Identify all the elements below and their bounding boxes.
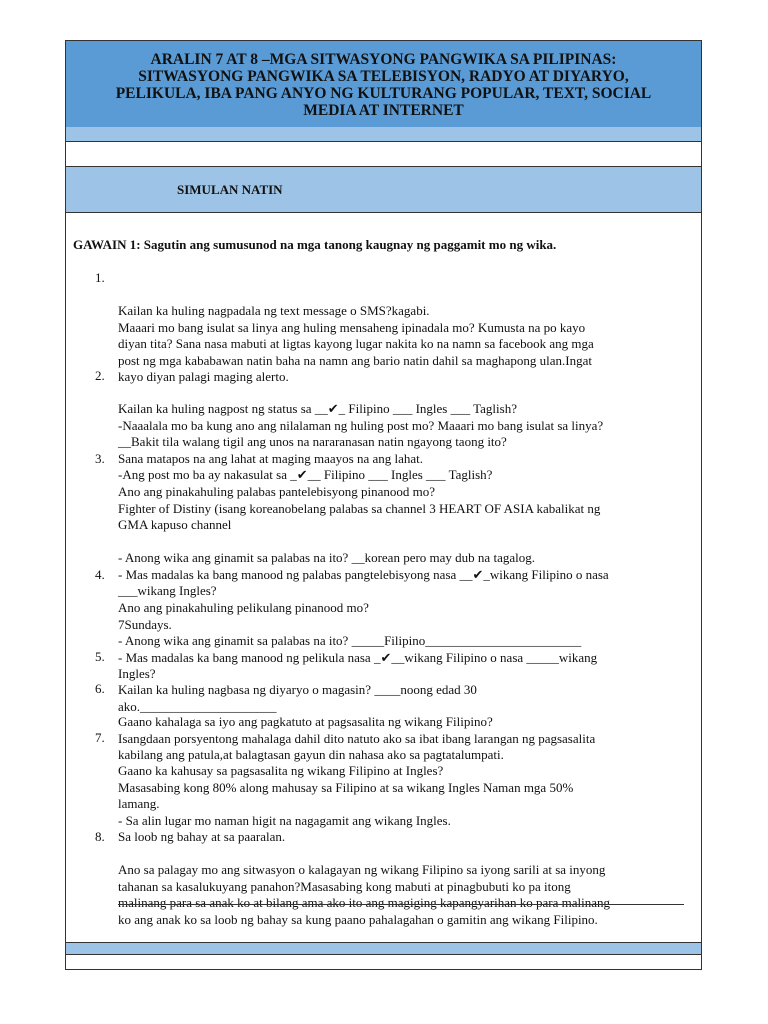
answer-line [118,904,684,905]
question-text: Kailan ka huling nagpost ng status sa __✔_ Filipino ___ Ingles ___ Taglish? -Naaalala mo ba kung ano ang nilalaman ng huling post mo? Maaari mo bang isulat sa linya? __Bakit tila walang tigil ang unos na nararanasan natin ngayong taong ito? Sana matapos na ang lahat at maging maayos na ang lahat. -Ang post mo ba ay nakasulat sa _✔__ Filipino ___ Ingles ___ Taglish? [118,401,604,482]
question-number: 5. [95,649,105,664]
question-number: 3. [95,451,105,466]
question-text: Gaano ka kahusay sa pagsasalita ng wikang Filipino at Ingles? Masasabing kong 80% along mahusay sa Filipino at sa wikang Ingles Naman mga 50% lamang. - Sa alin lugar mo naman higit na nagagamit ang wikang Ingles. Sa loob ng bahay at sa paaralan. [118,763,574,844]
question-number: 7. [95,730,105,745]
lesson-title: ARALIN 7 AT 8 –MGA SITWASYONG PANGWIKA SA PILIPINAS: SITWASYONG PANGWIKA SA TELEBISYON, RADYO AT DIYARYO, PELIKULA, IBA PANG ANYO NG KULTURANG POPULAR, TEXT, SOCIAL MEDIA AT INTERNET [115,51,652,119]
question-text: Kailan ka huling nagpadala ng text message o SMS?kagabi. Maaari mo bang isulat sa linya ang huling mensaheng ipinadala mo? Kumusta na po kayo diyan tita? Sana nasa mabuti at ligtas kayong lugar nakita ko na namn sa facebook ang mga post ng mga kababawan natin baha na namn ang bario natin dahil sa maghapong ulan.Ingat kayo diyan palagi maging alerto. [118,303,594,384]
question-number: 2. [95,368,105,383]
question-text: Ano ang pinakahuling pelikulang pinanood mo? 7Sundays. - Anong wika ang ginamit sa palabas na ito? _____Filipino________________________ - Mas madalas ka bang manood ng pelikula nasa _✔__wikang Filipino o nasa _____wikang Ingles? [118,600,598,681]
question-8 [95,829,688,928]
footer-band [66,942,701,955]
question-number: 4. [95,567,105,582]
question-text: Ano sa palagay mo ang sitwasyon o kalagayan ng wikang Filipino sa iyong sarili at sa inyong tahanan sa kasalukuyang panahon?Masasabing kong mabuti at pinagbubuti ko pa itong malinang para sa anak ko at bilang ama ako ito ang magiging kapangyarihan ko para malinang ko ang anak ko sa loob ng bahay sa kung paano pahalagahan o gamitin ang wikang Filipino. [118,862,611,927]
activity-instruction: GAWAIN 1: Sagutin ang sumusunod na mga tanong kaugnay ng paggamit mo ng wika. [73,237,557,252]
question-number: 6. [95,681,105,696]
question-text: Gaano kahalaga sa iyo ang pagkatuto at pagsasalita ng wikang Filipino? Isangdaan porsyentong mahalaga dahil dito natuto ako sa ibat ibang larangan ng pagsasalita kabilang ang patula,at balagtasan gayun din nahasa ako sa pagtatalumpati. [118,714,596,762]
title-band [66,41,701,128]
header-divider-band [66,127,701,142]
section-title: SIMULAN NATIN [177,182,283,197]
question-text: Ano ang pinakahuling palabas pantelebisyong pinanood mo? Fighter of Distiny (isang koreanobelang palabas sa channel 3 HEART OF ASIA kabalikat ng GMA kapuso channel - Anong wika ang ginamit sa palabas na ito? __korean pero may dub na tagalog. - Mas madalas ka bang manood ng palabas pangtelebisyong nasa __✔_wikang Filipino o nasa ___wikang Ingles? [118,484,609,598]
question-number: 1. [95,270,105,285]
section-band [66,166,701,213]
question-number: 8. [95,829,105,844]
worksheet [65,40,702,970]
question-text: Kailan ka huling nagbasa ng diyaryo o magasin? ____noong edad 30 ako._____________________ [118,682,477,714]
